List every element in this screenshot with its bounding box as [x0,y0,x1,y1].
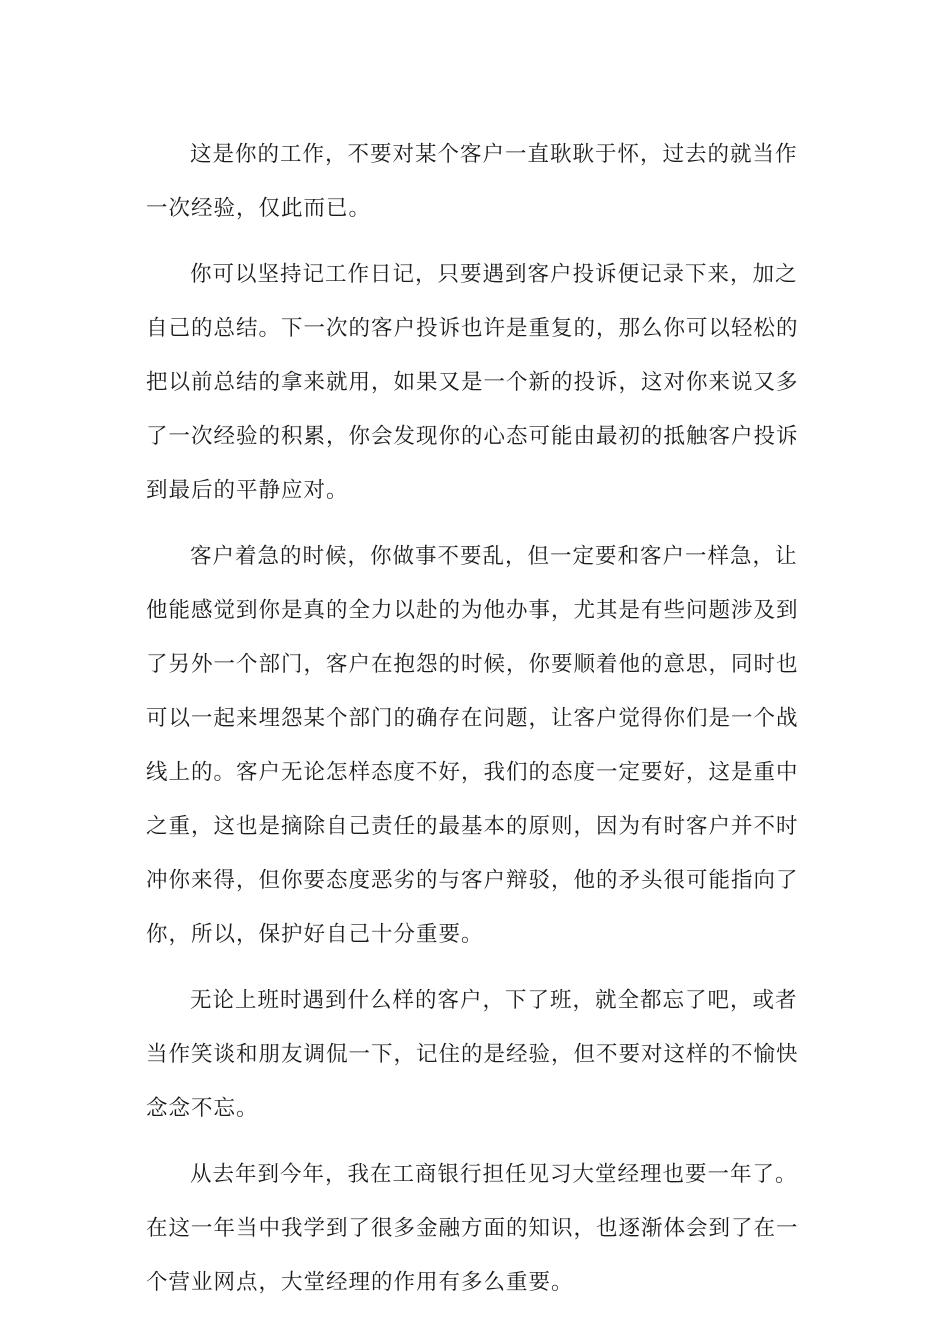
text-line: 之重，这也是摘除自己责任的最基本的原则，因为有时客户并不时 [146,814,799,839]
text-line: 你，所以，保护好自己十分重要。 [146,922,484,947]
document-body [146,128,798,1322]
text-line: 自己的总结。下一次的客户投诉也许是重复的，那么你可以轻松的 [146,316,799,341]
paragraph [146,248,798,518]
text-line: 念念不忘。 [146,1096,259,1121]
text-line: 他能感觉到你是真的全力以赴的为他办事，尤其是有些问题涉及到 [146,598,799,623]
text-line: 线上的。客户无论怎样态度不好，我们的态度一定要好，这是重中 [146,760,799,785]
text-line: 当作笑谈和朋友调侃一下，记住的是经验，但不要对这样的不愉快 [146,1042,799,1067]
paragraph [146,530,798,962]
text-line: 这是你的工作，不要对某个客户一直耿耿于怀，过去的就当作 [190,142,798,167]
text-line: 从去年到今年，我在工商银行担任见习大堂经理也要一年了。 [190,1162,798,1187]
text-line: 在这一年当中我学到了很多金融方面的知识，也逐渐体会到了在一 [146,1216,799,1241]
paragraph [146,1148,798,1310]
text-line: 个营业网点，大堂经理的作用有多么重要。 [146,1270,574,1295]
paragraph [146,128,798,236]
text-line: 可以一起来埋怨某个部门的确存在问题，让客户觉得你们是一个战 [146,706,799,731]
text-line: 客户着急的时候，你做事不要乱，但一定要和客户一样急，让 [190,544,798,569]
text-line: 无论上班时遇到什么样的客户，下了班，就全都忘了吧，或者 [190,988,798,1013]
text-line: 了一次经验的积累，你会发现你的心态可能由最初的抵触客户投诉 [146,424,799,449]
text-line: 一次经验，仅此而已。 [146,196,372,221]
text-line: 你可以坚持记工作日记，只要遇到客户投诉便记录下来，加之 [190,262,798,287]
paragraph [146,974,798,1136]
text-line: 冲你来得，但你要态度恶劣的与客户辩驳，他的矛头很可能指向了 [146,868,799,893]
text-line: 到最后的平静应对。 [146,478,349,503]
text-line: 把以前总结的拿来就用，如果又是一个新的投诉，这对你来说又多 [146,370,799,395]
text-line: 了另外一个部门，客户在抱怨的时候，你要顺着他的意思，同时也 [146,652,799,677]
